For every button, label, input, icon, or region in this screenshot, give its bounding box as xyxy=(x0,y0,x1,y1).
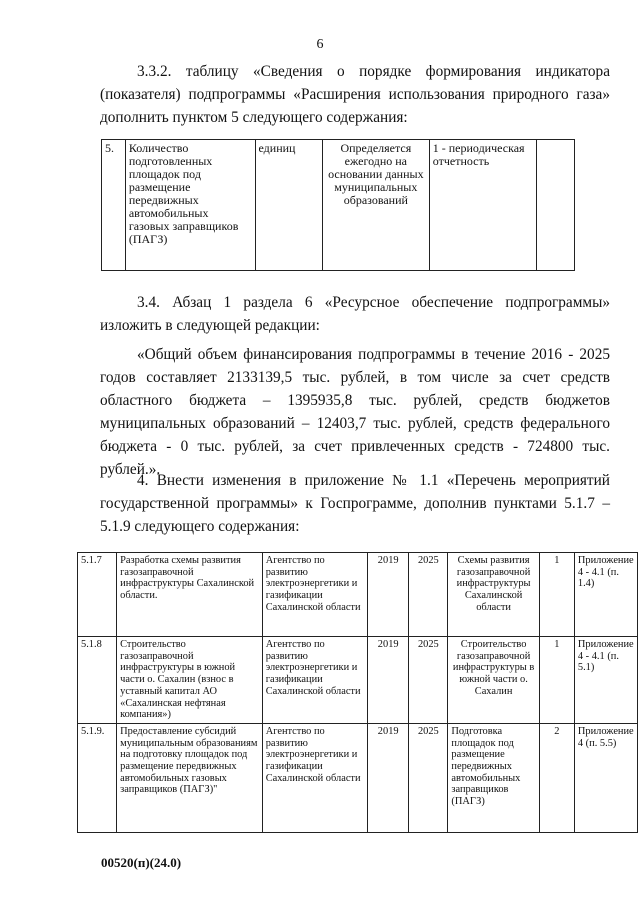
paragraph-4: 4. Внести изменения в приложение № 1.1 «Перечень мероприятий государственной программы» к Госпрограмме, дополнив пунктами 5.1.7 – 5.1.9 следующего содержания: xyxy=(100,472,610,535)
page-number: 6 xyxy=(316,37,324,52)
table-row xyxy=(102,140,575,271)
paragraph-3-3-2: 3.3.2. таблицу «Сведения о порядке формирования индикатора (показателя) подпрограммы «Расширения использования природного газа» дополнить пунктом 5 следующего содержания: xyxy=(100,63,610,126)
table-cell: 2019 xyxy=(368,553,409,637)
table-cell: 5.1.8 xyxy=(78,637,117,724)
table-cell xyxy=(536,140,574,271)
table-cell: 5.1.7 xyxy=(78,553,117,637)
table-cell: 2025 xyxy=(409,553,448,637)
table-cell: Количество подготовленных площадок под размещение передвижных автомобильных газовых заправщиков (ПАГЗ) xyxy=(125,140,255,271)
table-cell: 1 - периодическая отчетность xyxy=(429,140,536,271)
table-cell: Схемы развития газозаправочной инфраструктуры Сахалинской области xyxy=(448,553,539,637)
table-cell: Разработка схемы развития газозаправочной инфраструктуры Сахалинской области. xyxy=(117,553,263,637)
table-cell: 1 xyxy=(539,553,574,637)
document-code: 00520(п)(24.0) xyxy=(101,855,182,870)
table-cell: Агентство по развитию электроэнергетики и газификации Сахалинской области xyxy=(262,723,367,832)
table-cell: Предоставление субсидий муниципальным образованиям на подготовку площадок под размещение передвижных автомобильных газовых заправщиков (ПАГЗ)" xyxy=(117,723,263,832)
table-cell: 5.1.9. xyxy=(78,723,117,832)
table-cell: Определяется ежегодно на основании данных муниципальных образований xyxy=(322,140,429,271)
table-cell: 2025 xyxy=(409,723,448,832)
table-cell: Подготовка площадок под размещение передвижных автомобильных заправщиков (ПАГЗ) xyxy=(448,723,539,832)
table-cell: Приложение 4 - 4.1 (п. 1.4) xyxy=(574,553,637,637)
table-cell: 2025 xyxy=(409,637,448,724)
paragraph-funding: «Общий объем финансирования подпрограммы в течение 2016 - 2025 годов составляет 2133139,5 тыс. рублей, в том числе за счет средств областного бюджета – 1395935,8 тыс. рублей, средств бюджетов муниципальных образований – 12403,7 тыс. рублей, средств федерального бюджета - 0 тыс. рублей, за счет привлеченных средств - 724800 тыс. рублей.». xyxy=(100,346,610,478)
table-cell: Строительство газозаправочной инфраструктуры в южной части о. Сахалин (взнос в уставный капитал АО «Сахалинская нефтяная компания») xyxy=(117,637,263,724)
table-row xyxy=(78,723,638,832)
table-cell: 2019 xyxy=(368,723,409,832)
table-cell: Приложение 4 (п. 5.5) xyxy=(574,723,637,832)
table-cell: 5. xyxy=(102,140,126,271)
measures-table xyxy=(77,552,638,833)
table-cell: 2019 xyxy=(368,637,409,724)
table-row xyxy=(78,637,638,724)
table-cell: Агентство по развитию электроэнергетики и газификации Сахалинской области xyxy=(262,637,367,724)
table-cell: Строительство газозаправочной инфраструктуры в южной части о. Сахалин xyxy=(448,637,539,724)
table-row xyxy=(78,553,638,637)
table-cell: 1 xyxy=(539,637,574,724)
table-cell: единиц xyxy=(255,140,322,271)
table-cell: Агентство по развитию электроэнергетики и газификации Сахалинской области xyxy=(262,553,367,637)
table-cell: Приложение 4 - 4.1 (п. 5.1) xyxy=(574,637,637,724)
table-cell: 2 xyxy=(539,723,574,832)
paragraph-3-4: 3.4. Абзац 1 раздела 6 «Ресурсное обеспечение подпрограммы» изложить в следующей редакции: xyxy=(100,294,610,334)
indicator-table xyxy=(101,139,575,271)
